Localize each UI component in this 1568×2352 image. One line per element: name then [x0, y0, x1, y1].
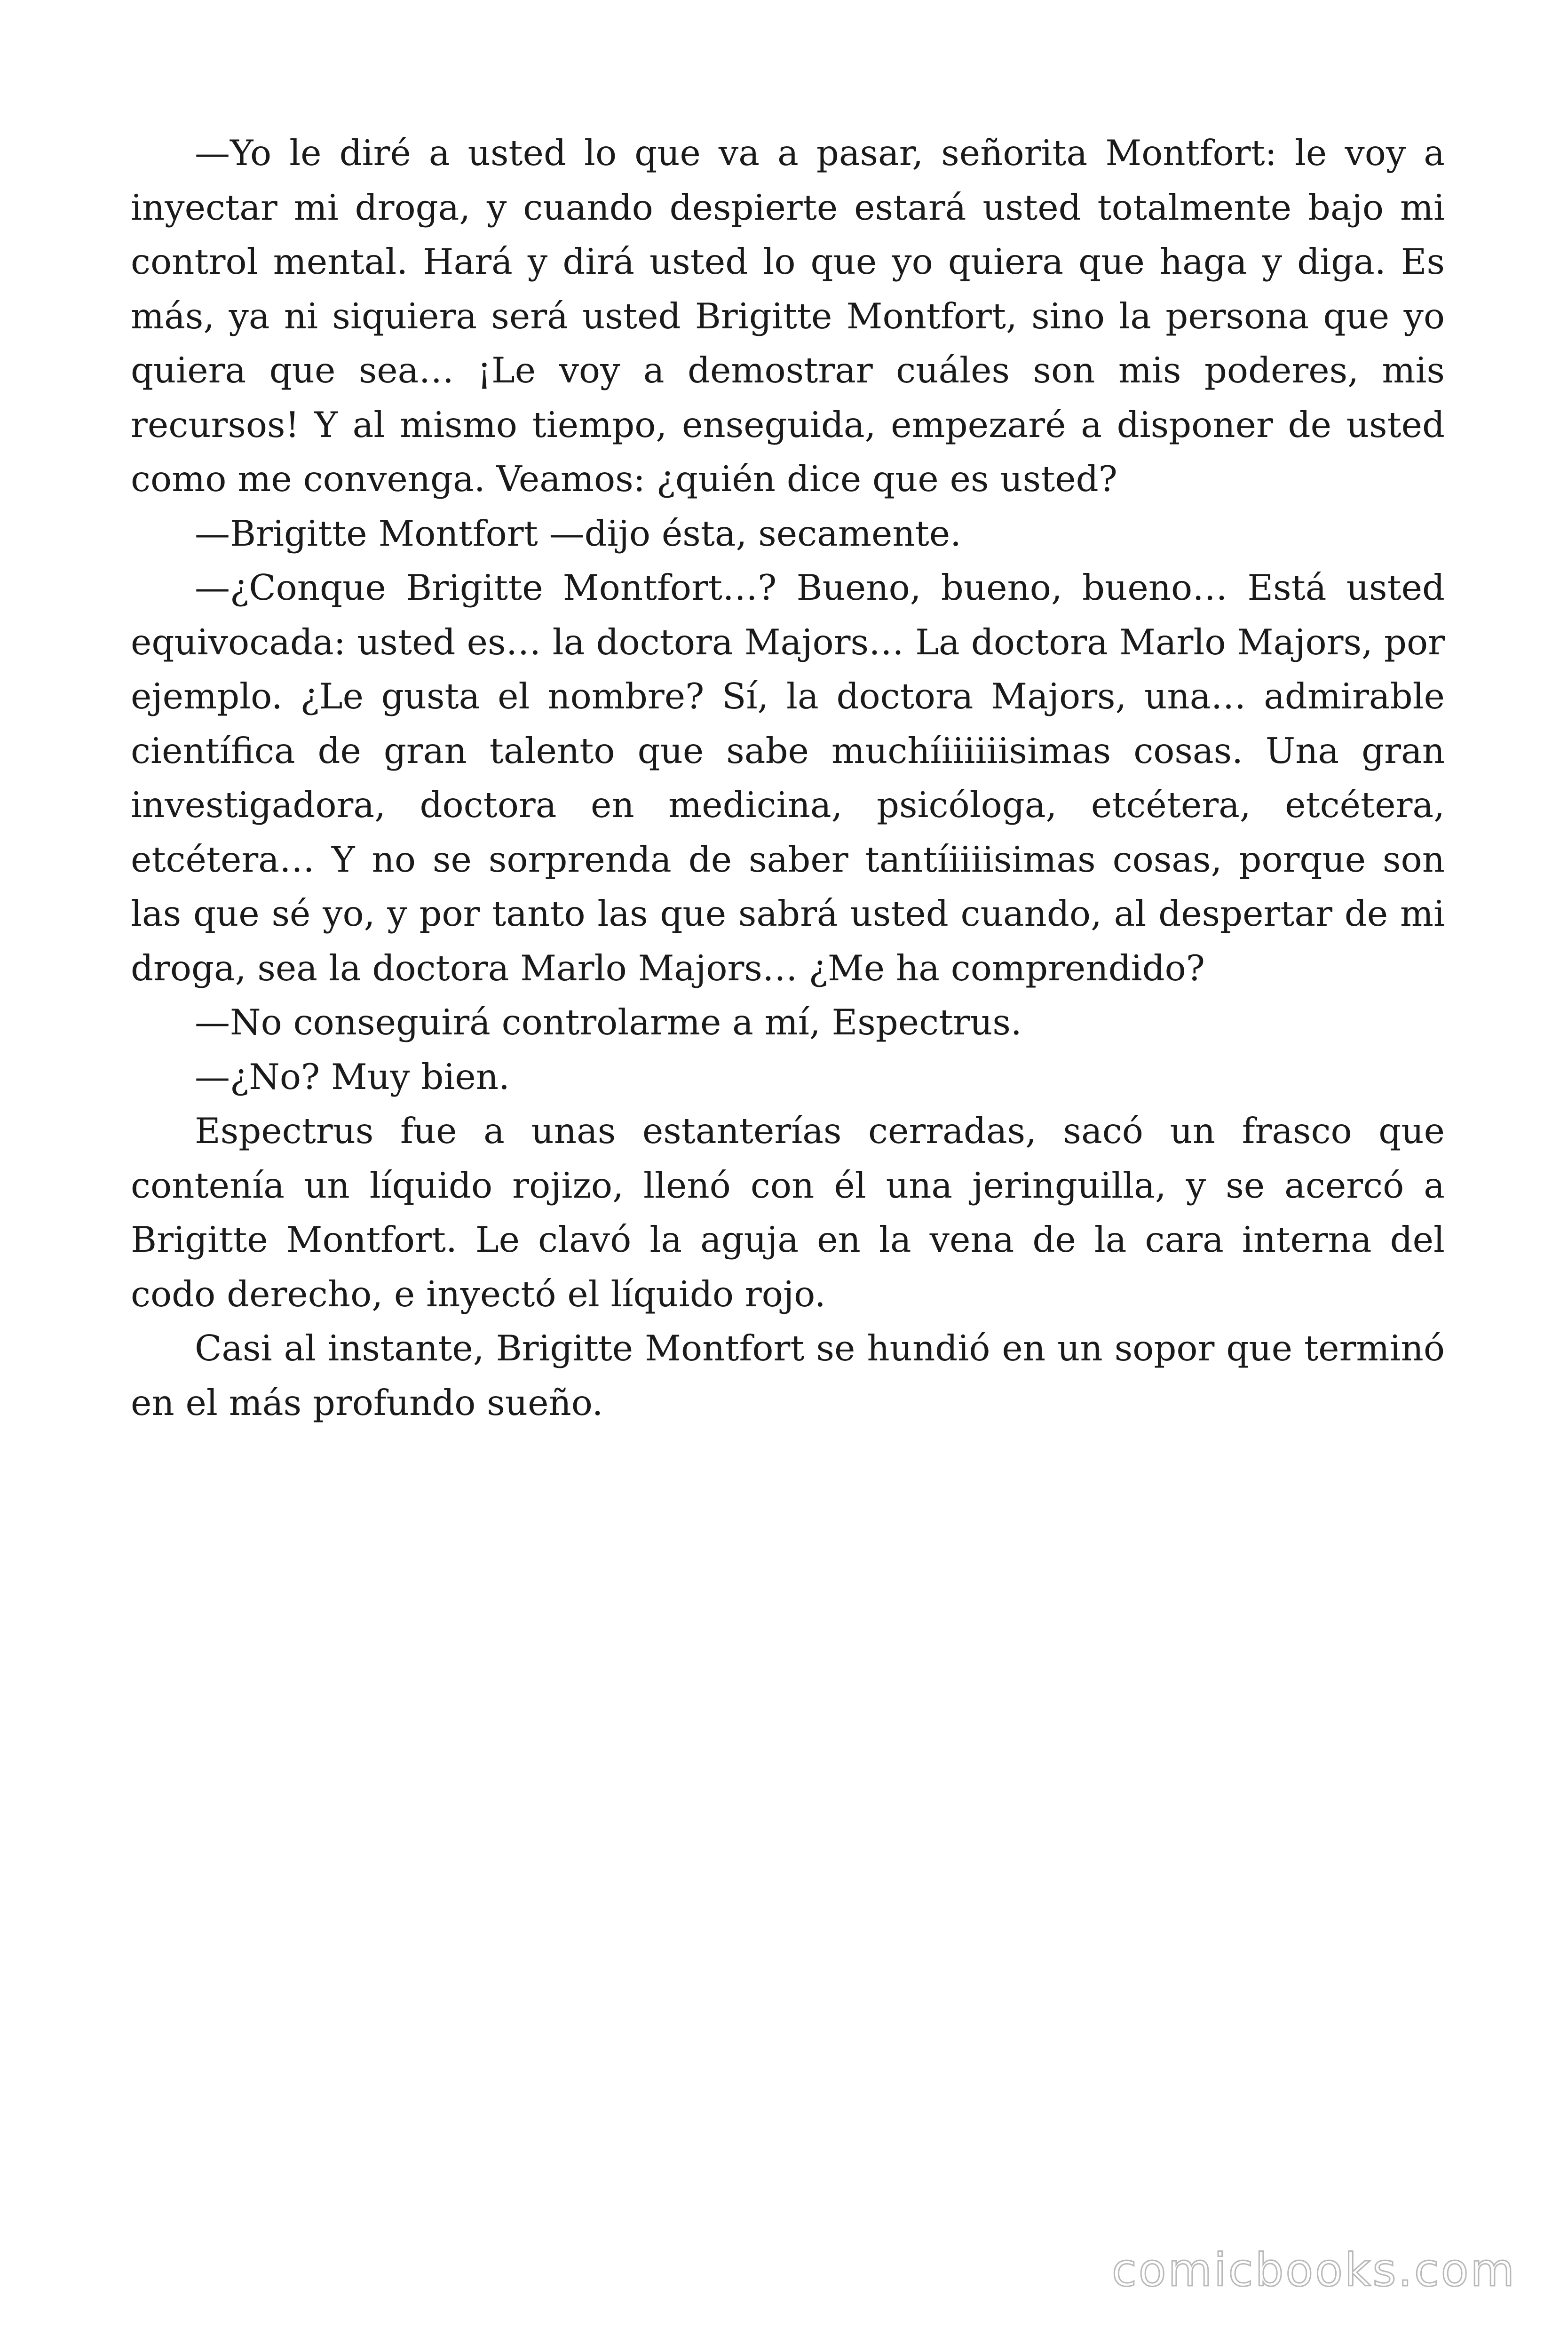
paragraph-4: —No conseguirá controlarme a mí, Espectrus.: [195, 1001, 1022, 1043]
paragraph-2: —Brigitte Montfort —dijo ésta, secamente.: [195, 512, 962, 554]
body-text: [131, 126, 1445, 1430]
paragraph-6: Espectrus fue a unas estanterías cerradas, sacó un frasco que contenía un líquido rojizo, llenó con él una jeringuilla, y se acercó a Brigitte Montfort. Le clavó la aguja en la vena de la cara interna del codo derecho, e inyectó el líquido rojo.: [131, 1110, 1445, 1315]
paragraph-3: —¿Conque Brigitte Montfort…? Bueno, bueno, bueno… Está usted equivocada: usted es… la doctora Majors… La doctora Marlo Majors, por ejemplo. ¿Le gusta el nombre? Sí, la doctora Majors, una… admirable científica de gran talento que sabe muchíiiiiiisimas cosas. Una gran investigadora, doctora en medicina, psicóloga, etcétera, etcétera, etcétera… Y no se sorprenda de saber tantíiiiisimas cosas, porque son las que sé yo, y por tanto las que sabrá usted cuando, al despertar de mi droga, sea la doctora Marlo Majors… ¿Me ha comprendido?: [131, 567, 1445, 989]
paragraph-5: —¿No? Muy bien.: [195, 1056, 510, 1097]
paragraph-1: —Yo le diré a usted lo que va a pasar, señorita Montfort: le voy a inyectar mi droga, y cuando despierte estará usted totalmente bajo mi control mental. Hará y dirá usted lo que yo quiera que haga y diga. Es más, ya ni siquiera será usted Brigitte Montfort, sino la persona que yo quiera que sea… ¡Le voy a demostrar cuáles son mis poderes, mis recursos! Y al mismo tiempo, enseguida, empezaré a disponer de usted como me convenga. Veamos: ¿quién dice que es usted?: [131, 132, 1445, 500]
paragraph-7: Casi al instante, Brigitte Montfort se hundió en un sopor que terminó en el más profundo sueño.: [131, 1327, 1445, 1423]
watermark: comicbooks.com: [1111, 2244, 1516, 2296]
